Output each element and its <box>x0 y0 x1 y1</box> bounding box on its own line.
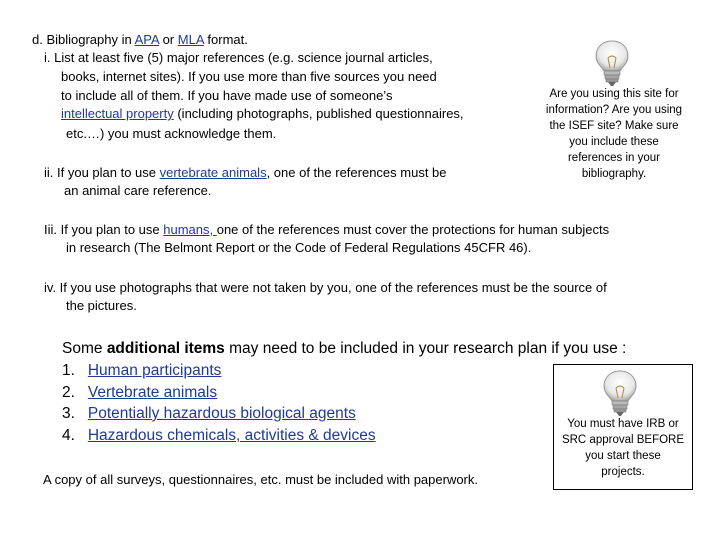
item-iii-line1: Iii. If you plan to use humans, one of the references must cover the protections for human subjects <box>44 222 610 237</box>
item-i-line2: books, internet sites). If you use more than five sources you need <box>61 69 437 84</box>
item-i-line3: to include all of them. If you have made use of someone’s <box>61 88 393 103</box>
vertebrate-animals-list-link[interactable]: Vertebrate animals <box>87 384 218 401</box>
item-iv-line1: iv. If you use photographs that were not taken by you, one of the references must be the source of <box>44 280 607 295</box>
lightbulb-icon <box>592 38 632 88</box>
list-item: 3. Potentially hazardous biological agents <box>62 405 356 422</box>
biological-agents-link[interactable]: Potentially hazardous biological agents <box>87 405 356 422</box>
list-item: 1. Human participants <box>62 362 222 379</box>
item-iv-line2: the pictures. <box>66 298 137 313</box>
item-i-line5: etc.…) you must acknowledge them. <box>66 126 277 141</box>
lightbulb-icon <box>600 368 640 418</box>
item-ii-line2: an animal care reference. <box>64 183 212 198</box>
hazardous-chemicals-link[interactable]: Hazardous chemicals, activities & devices <box>87 427 376 444</box>
item-iii-line2: in research (The Belmont Report or the Code of Federal Regulations 45CFR 46). <box>66 240 532 255</box>
item-i-line4: intellectual property (including photographs, published questionnaires, <box>61 106 464 121</box>
callout-bottom: You must have IRB or SRC approval BEFORE you start these projects. <box>561 418 685 478</box>
additional-items-heading: Some additional items may need to be included in your research plan if you use : <box>62 340 627 357</box>
list-item: 4. Hazardous chemicals, activities & devices <box>62 427 376 444</box>
item-i-line1: i. List at least five (5) major references (e.g. science journal articles, <box>44 50 433 65</box>
footer-note: A copy of all surveys, questionnaires, etc. must be included with paperwork. <box>43 472 478 487</box>
list-item: 2. Vertebrate animals <box>62 384 218 401</box>
human-participants-link[interactable]: Human participants <box>87 362 222 379</box>
mla-link[interactable]: MLA <box>177 32 204 47</box>
humans-link[interactable]: humans, <box>163 222 217 237</box>
vertebrate-animals-link[interactable]: vertebrate animals <box>159 165 267 180</box>
section-heading: d. Bibliography in APA or MLA format. <box>32 32 248 47</box>
apa-link[interactable]: APA <box>134 32 159 47</box>
callout-top: Are you using this site for information? Are you using the ISEF site? Make sure you include these references in your bibliography. <box>545 88 683 180</box>
item-ii-line1: ii. If you plan to use vertebrate animals, one of the references must be <box>44 165 447 180</box>
intellectual-property-link[interactable]: intellectual property <box>61 106 174 121</box>
